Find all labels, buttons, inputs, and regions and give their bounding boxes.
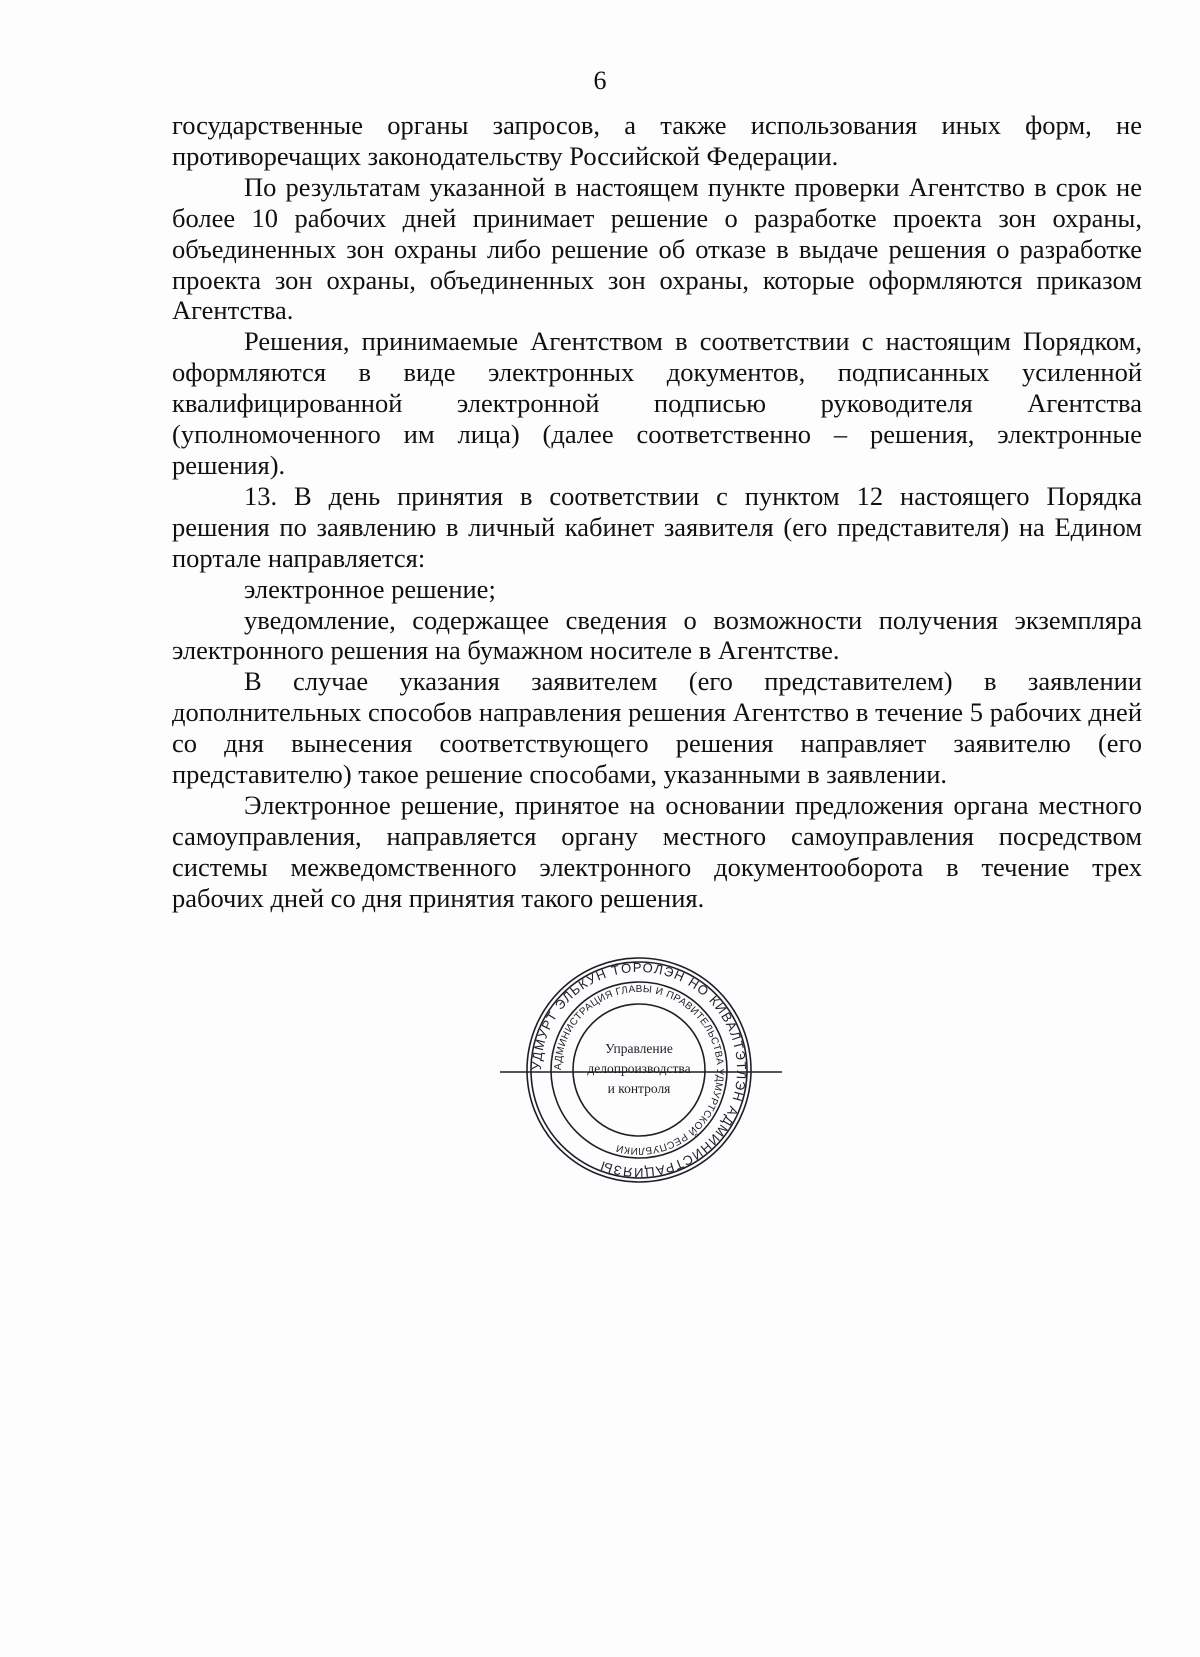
seal-graphic [524,955,754,1185]
paragraph-review-results: По результатам указанной в настоящем пункте проверки Агентство в срок не более 10 рабочих дней принимает решение о разработке проекта зон охраны, объединенных зон охраны либо решение об отказе в выдаче решения о разработке проекта зон охраны, объединенных зон охраны, которые оформляются приказом Агентства. [172,171,1142,326]
seal-center-line-1: Управление [605,1041,673,1056]
list-item-electronic-decision: электронное решение; [244,573,496,604]
seal-outer-text-path: УДМУРТ ЭЛЬКУН ТӦРОЛЭН НО КИВАЛТЭТЛЭН АДМИНИСТРАЦИЯЗЫ [528,959,750,1181]
seal-center-line-3: и контроля [607,1081,671,1096]
list-item-notification: уведомление, содержащее сведения о возможности получения экземпляра электронного решения на бумажном носителе в Агентстве. [172,604,1142,666]
official-seal-stamp [524,955,754,1185]
paragraph-local-government: Электронное решение, принятое на основании предложения органа местного самоуправления, направляется органу местного самоуправления посредством системы межведомственного электронного документооборота в течение трех рабочих дней со дня принятия такого решения. [172,789,1142,913]
paragraph-additional-methods: В случае указания заявителем (его представителем) в заявлении дополнительных способов направления решения Агентство в течение 5 рабочих дней со дня вынесения соответствующего решения направляет заявителю (его представителю) такое решение способами, указанными в заявлении. [172,666,1142,790]
seal-inner-text-path: АДМИНИСТРАЦИЯ ГЛАВЫ И ПРАВИТЕЛЬСТВА УДМУРТСКОЙ РЕСПУБЛИКИ [552,983,726,1157]
seal-center-line-2: делопроизводства [587,1061,691,1076]
paragraph-item-13: 13. В день принятия в соответствии с пунктом 12 настоящего Порядка решения по заявлению в личный кабинет заявителя (его представителя) на Едином портале направляется: [172,480,1142,573]
page-number: 6 [593,66,607,95]
document-body [172,110,1142,914]
paragraph-continuation: государственные органы запросов, а также использования иных форм, не противоречащих законодательству Российской Федерации. [172,110,1142,171]
paragraph-decisions-format: Решения, принимаемые Агентством в соответствии с настоящим Порядком, оформляются в виде электронных документов, подписанных усиленной квалифицированной электронной подписью руководителя Агентства (уполномоченного им лица) (далее соответственно – решения, электронные решения). [172,326,1142,480]
